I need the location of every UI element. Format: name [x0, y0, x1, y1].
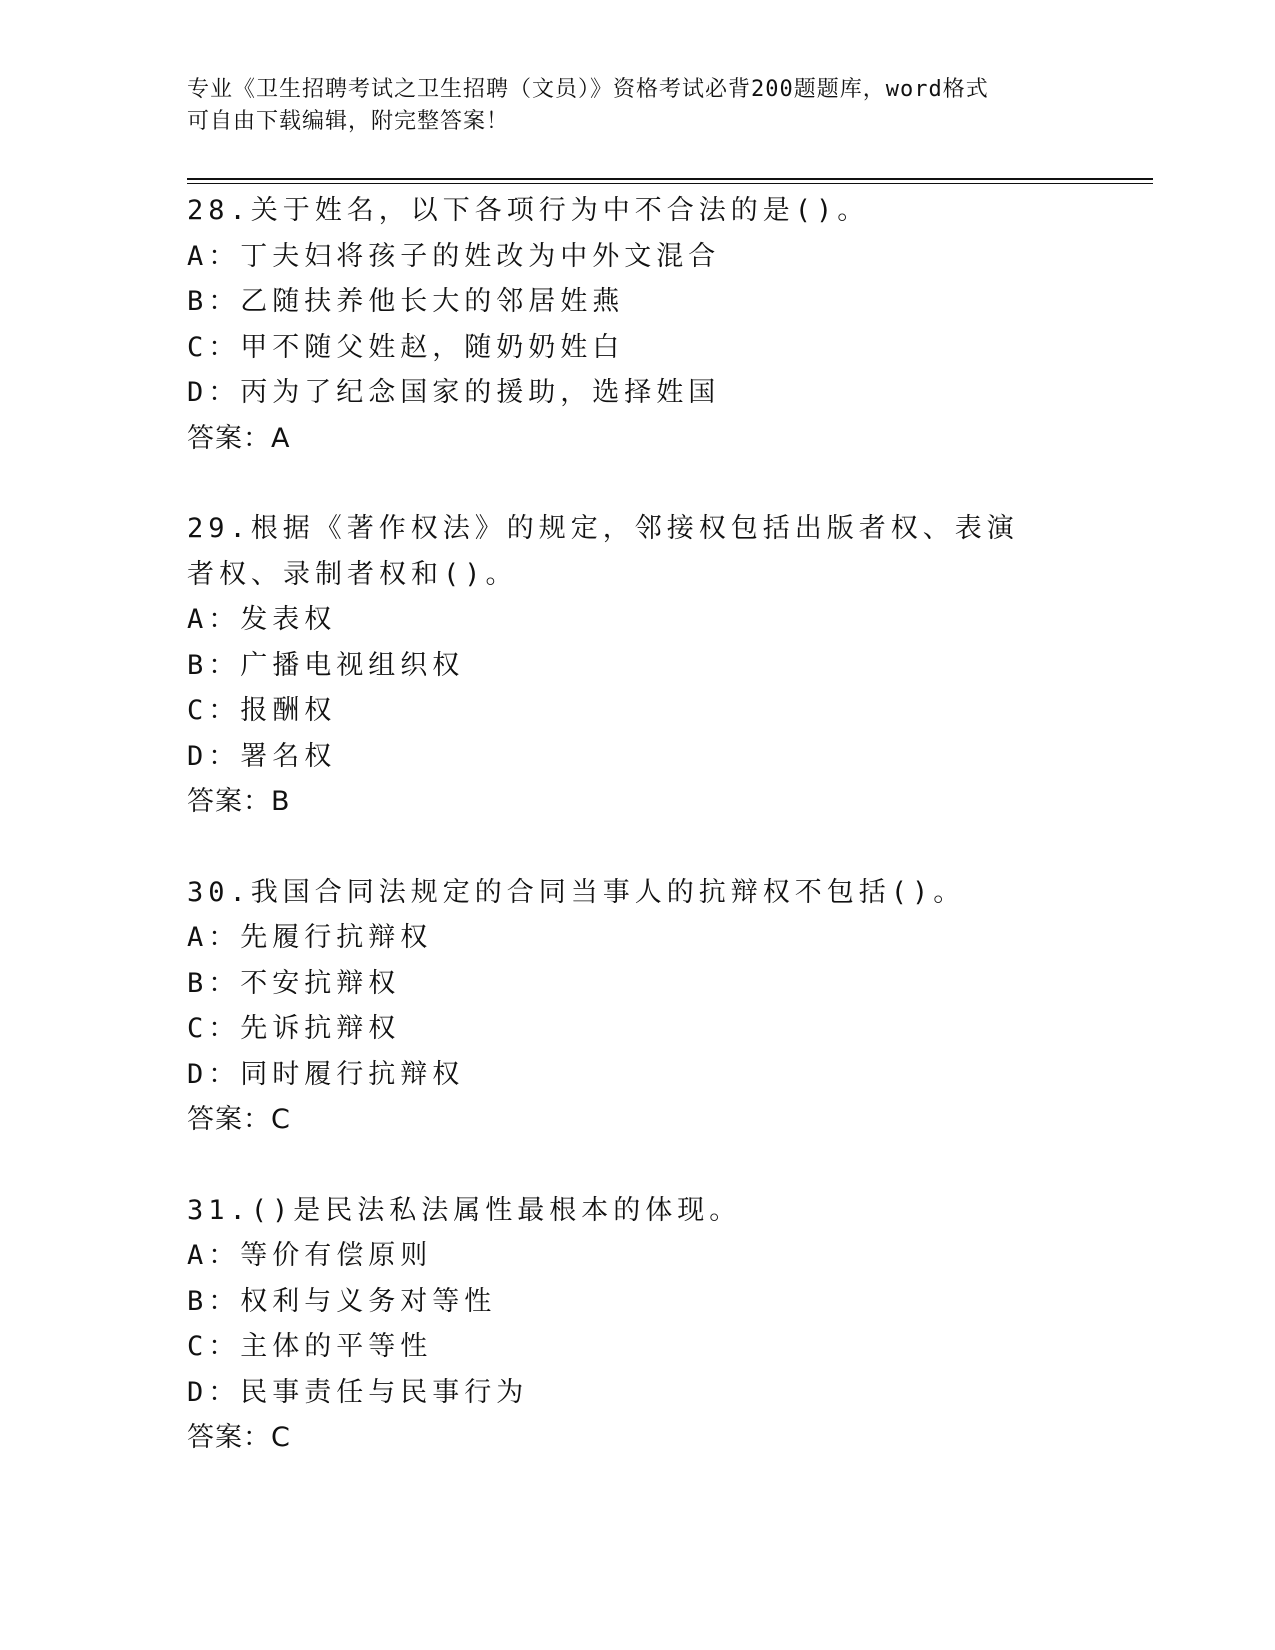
answer-label: 答案：B [187, 786, 291, 817]
option-b: B：权利与义务对等性 [187, 1285, 497, 1317]
option-d: D：同时履行抗辩权 [187, 1058, 465, 1090]
option-a: A：等价有偿原则 [187, 1240, 433, 1271]
question-29 [187, 506, 1087, 825]
question-list [187, 188, 1087, 1506]
option-a: A：发表权 [187, 604, 337, 635]
option-d: D：署名权 [187, 740, 337, 772]
question-31 [187, 1188, 1087, 1461]
option-d: D：民事责任与民事行为 [187, 1376, 529, 1408]
option-a: A：先履行抗辩权 [187, 922, 433, 953]
question-stem: 30.我国合同法规定的合同当事人的抗辩权不包括()。 [187, 876, 966, 908]
option-a: A：丁夫妇将孩子的姓改为中外文混合 [187, 240, 721, 272]
document-header [187, 74, 1087, 138]
answer-label: 答案：C [187, 1104, 291, 1135]
question-stem: 28.关于姓名，以下各项行为中不合法的是()。 [187, 195, 870, 226]
header-line-2: 可自由下载编辑，附完整答案！ [187, 109, 510, 134]
answer-label: 答案：A [187, 422, 291, 454]
option-c: C：报酬权 [187, 695, 337, 726]
question-stem: 31.()是民法私法属性最根本的体现。 [187, 1194, 742, 1226]
question-28 [187, 188, 1087, 461]
option-c: C：主体的平等性 [187, 1331, 433, 1362]
header-divider-thin [187, 183, 1153, 184]
option-b: B：不安抗辩权 [187, 967, 401, 999]
option-d: D：丙为了纪念国家的援助，选择姓国 [187, 377, 721, 408]
header-divider-thick [187, 178, 1153, 180]
option-c: C：甲不随父姓赵，随奶奶姓白 [187, 331, 625, 363]
option-b: B：广播电视组织权 [187, 649, 465, 681]
answer-label: 答案：C [187, 1422, 291, 1453]
question-stem: 29.根据《著作权法》的规定，邻接权包括出版者权、表演者权、录制者权和()。 [187, 513, 1019, 590]
option-c: C：先诉抗辩权 [187, 1013, 401, 1044]
question-30 [187, 870, 1087, 1143]
option-b: B：乙随扶养他长大的邻居姓燕 [187, 286, 625, 317]
header-line-1: 专业《卫生招聘考试之卫生招聘（文员）》资格考试必背200题题库，word格式 [187, 77, 989, 102]
